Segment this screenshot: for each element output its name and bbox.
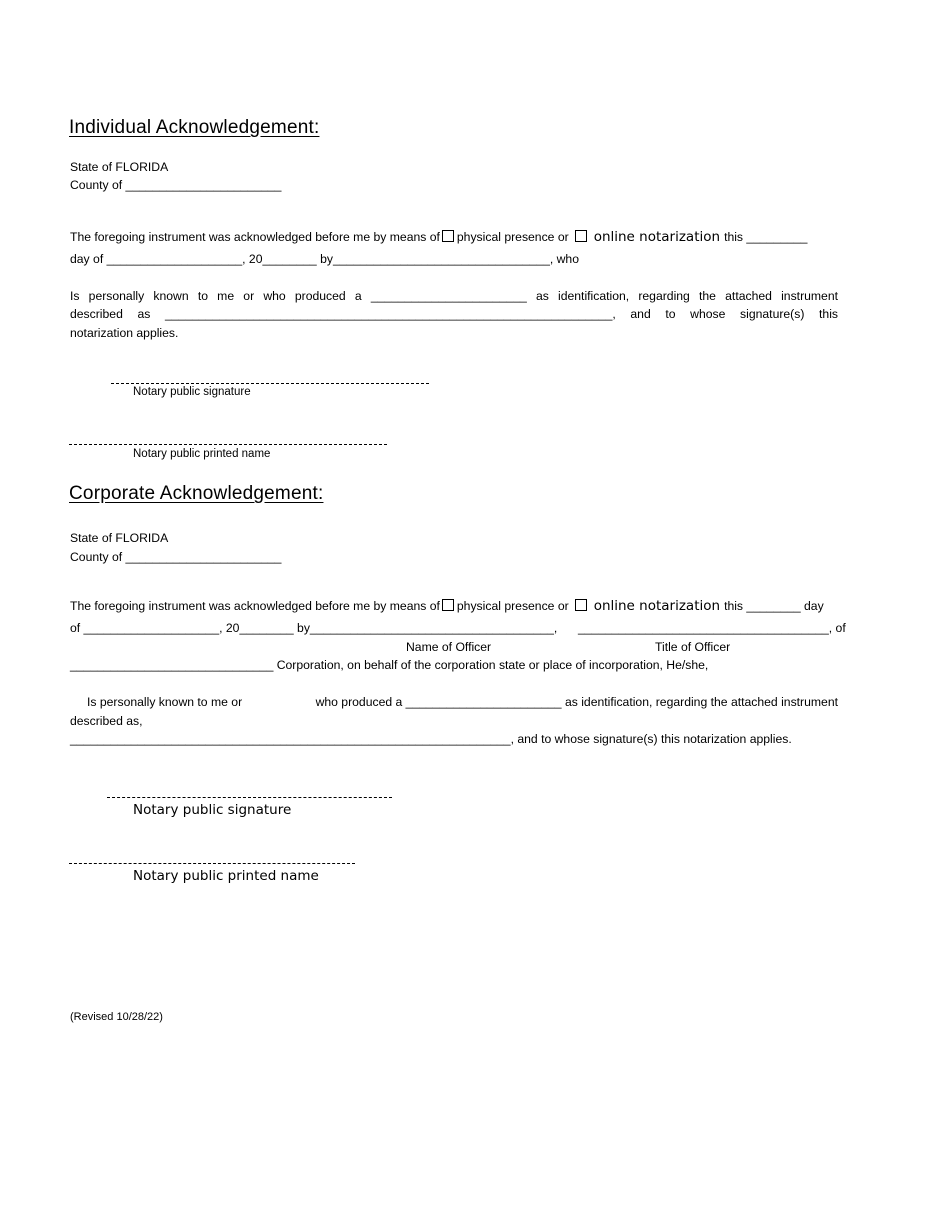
corporate-line3: ______________________________ Corporation, on behalf of the corporation state or place of incorporation, He/she, (70, 658, 709, 672)
individual-para-line3: notarization applies. (70, 326, 179, 340)
corporate-physical-presence-checkbox[interactable] (442, 599, 454, 611)
corporate-para-line3: _________________________________________________________________, and to whose signature(s) this notarization applies. (70, 732, 792, 746)
corporate-line1-b: physical presence or (456, 599, 569, 613)
corporate-line1-a: The foregoing instrument was acknowledged before me by means of (70, 599, 440, 613)
corporate-signature-line[interactable] (107, 797, 392, 798)
corporate-line1-c: this ________ day (724, 599, 824, 613)
individual-line1-b: physical presence or (456, 230, 569, 244)
corporate-heading: Corporate Acknowledgement: (69, 483, 324, 504)
corporate-online-label: online notarization (593, 598, 721, 614)
individual-printed-name-line[interactable] (69, 444, 387, 445)
individual-printed-name-label: Notary public printed name (133, 448, 271, 460)
physical-presence-checkbox[interactable] (442, 230, 454, 242)
corporate-para-line1-a: Is personally known to me or (87, 695, 243, 709)
corporate-line1 (70, 598, 824, 614)
corporate-line2-b: _____________________________________, of (578, 621, 846, 635)
revision-note: (Revised 10/28/22) (70, 1011, 163, 1023)
individual-line2: day of ____________________, 20________ by________________________________, who (70, 252, 579, 266)
individual-para-line1: Is personally known to me or who produced a _______________________ as identification, regarding the attached instrument (70, 289, 838, 303)
individual-signature-label: Notary public signature (133, 386, 251, 398)
corporate-printed-name-label: Notary public printed name (133, 868, 319, 884)
name-of-officer-label: Name of Officer (406, 640, 492, 654)
individual-state: State of FLORIDA (70, 160, 169, 174)
corporate-para-line2: described as, (70, 714, 143, 728)
corporate-printed-name-line[interactable] (69, 863, 355, 864)
corporate-state: State of FLORIDA (70, 531, 169, 545)
corporate-county: County of _______________________ (70, 550, 282, 564)
title-of-officer-label: Title of Officer (655, 640, 731, 654)
individual-county: County of _______________________ (70, 178, 282, 192)
individual-online-label: online notarization (593, 229, 721, 245)
individual-line1-c: this _________ (724, 230, 808, 244)
corporate-online-notarization-checkbox[interactable] (575, 599, 587, 611)
corporate-para-line1-b: who produced a _______________________ as identification, regarding the attached instrument (315, 695, 838, 709)
individual-line1 (70, 229, 807, 245)
individual-heading: Individual Acknowledgement: (69, 117, 320, 138)
corporate-line2-a: of ____________________, 20________ by____________________________________, (70, 621, 558, 635)
individual-para-line2: described as __________________________________________________________________, and to whose signature(s) this (70, 307, 838, 321)
online-notarization-checkbox[interactable] (575, 230, 587, 242)
corporate-signature-label: Notary public signature (133, 802, 292, 818)
individual-signature-line[interactable] (111, 383, 429, 384)
individual-line1-a: The foregoing instrument was acknowledged before me by means of (70, 230, 440, 244)
